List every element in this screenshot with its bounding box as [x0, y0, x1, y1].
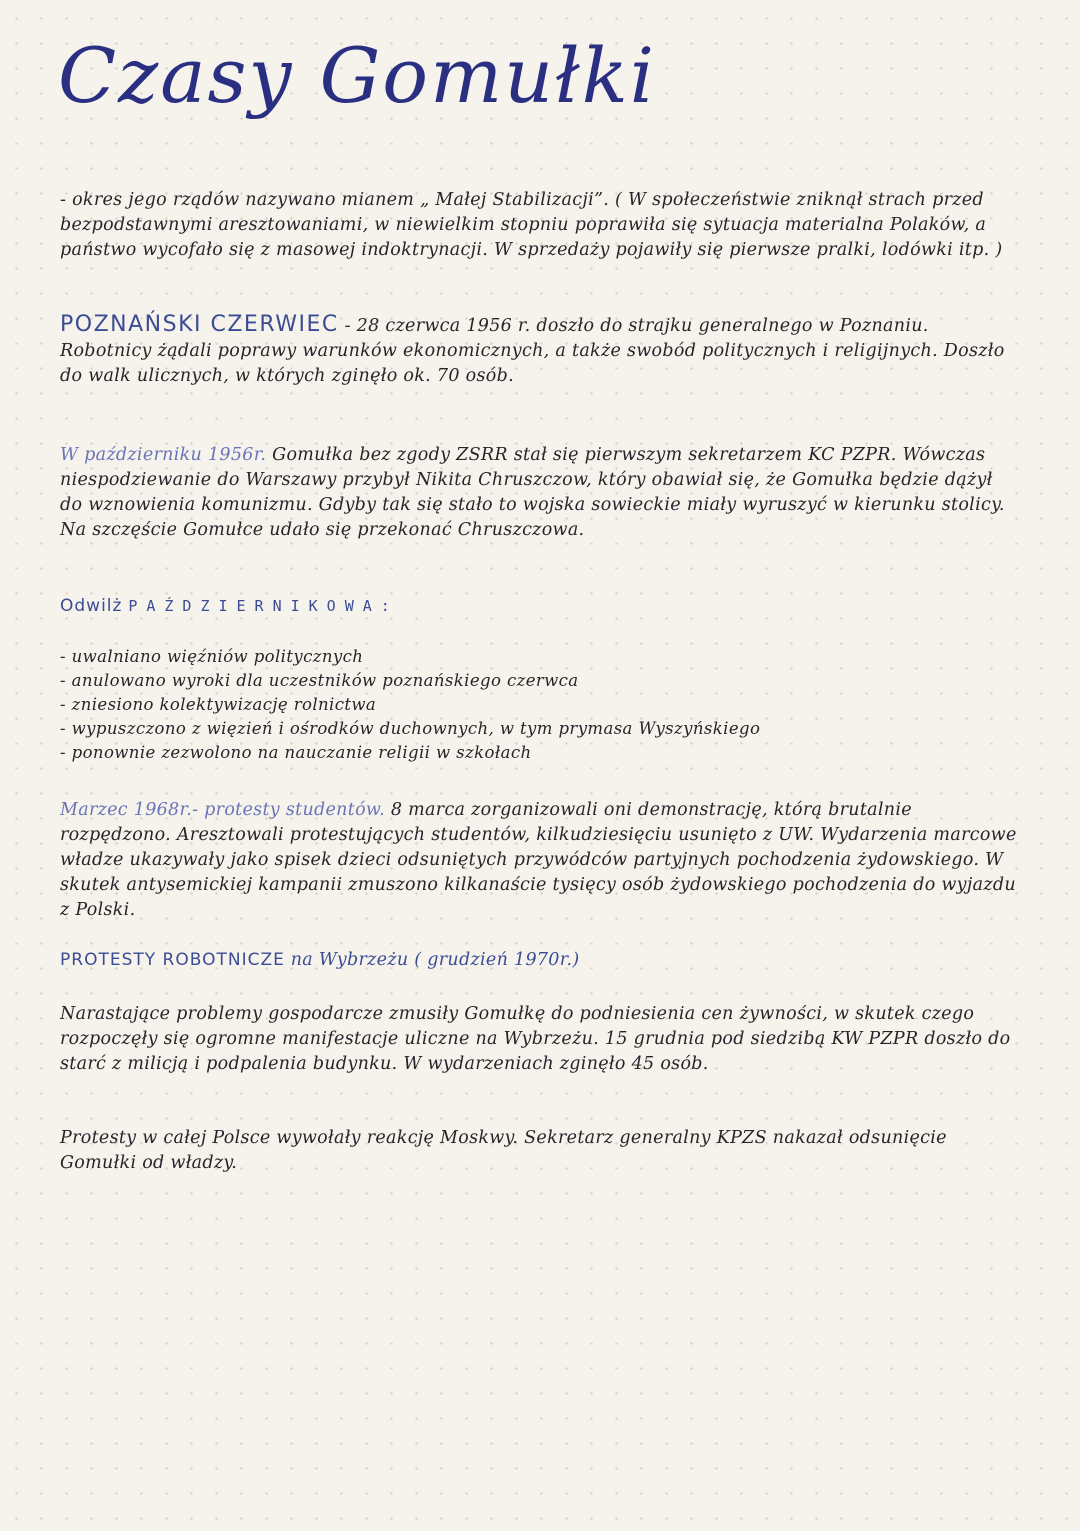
czerwiec-text: - 28 czerwca 1956 r. doszło do strajku generalnego w Poznaniu. Robotnicy żądali poprawy warunków ekonomicznych, a także swobód politycznych i religijnych. Doszło do walk ulicznych, w których zginęło ok. 70 osób.	[60, 316, 1005, 386]
odwilz-list	[60, 645, 960, 765]
section-marzec	[60, 798, 1020, 923]
odwilz-heading-a: Odwilż	[60, 596, 123, 616]
section-heading-poznanski-czerwiec: POZNAŃSKI CZERWIEC	[60, 312, 339, 337]
wybrzeze-heading-rest: na Wybrzeżu ( grudzień 1970r.)	[290, 950, 580, 970]
pazdziernik-lead: W październiku 1956r.	[60, 445, 267, 465]
list-item: - uwalniano więźniów politycznych	[60, 645, 960, 669]
page-title: Czasy Gomułki	[58, 31, 657, 120]
list-item: - anulowano wyroki dla uczestników poznańskiego czerwca	[60, 669, 960, 693]
list-item: - ponownie zezwolono na nauczanie religii w szkołach	[60, 741, 960, 765]
intro-paragraph: - okres jego rządów nazywano mianem „ Małej Stabilizacji”. ( W społeczeństwie zniknął strach przed bezpodstawnymi aresztowaniami, w niewielkim stopniu poprawiła się sytuacja materialna Polaków, a państwo wycofało się z masowej indoktrynacji. W sprzedaży pojawiły się pierwsze pralki, lodówki itp. )	[60, 190, 1003, 260]
wybrzeze-text: Narastające problemy gospodarcze zmusiły Gomułkę do podniesienia cen żywności, w skutek czego rozpoczęły się ogromne manifestacje uliczne na Wybrzeżu. 15 grudnia pod siedzibą KW PZPR doszło do starć z milicją i podpalenia budynku. W wydarzeniach zginęło 45 osób.	[60, 1004, 1011, 1074]
odwilz-heading	[60, 594, 1020, 619]
list-item: - wypuszczono z więzień i ośrodków duchownych, w tym prymasa Wyszyńskiego	[60, 717, 960, 741]
odwilz-heading-b: PAŹDZIERNIKOWA:	[128, 597, 399, 615]
final-paragraph: Protesty w całej Polsce wywołały reakcję Moskwy. Sekretarz generalny KPZS nakazał odsunięcie Gomułki od władzy.	[60, 1128, 947, 1173]
marzec-text: 8 marca zorganizowali oni demonstrację, którą brutalnie rozpędzono. Aresztowali protestujących studentów, kilkudziesięciu usunięto z UW. Wydarzenia marcowe władze ukazywały jako spisek dzieci odsuniętych przywódców partyjnych pochodzenia żydowskiego. W skutek antysemickiej kampanii zmuszono kilkanaście tysięcy osób żydowskiego pochodzenia do wyjazdu z Polski.	[60, 800, 1017, 920]
wybrzeze-heading	[60, 948, 1020, 973]
pazdziernik-text: Gomułka bez zgody ZSRR stał się pierwszym sekretarzem KC PZPR. Wówczas niespodziewanie do Warszawy przybył Nikita Chruszczow, który obawiał się, że Gomułka będzie dążył do wznowienia komunizmu. Gdyby tak się stało to wojska sowieckie miały wyruszyć w kierunku stolicy. Na szczęście Gomułce udało się przekonać Chruszczowa.	[60, 445, 1005, 540]
section-heading-protesty-robotnicze: PROTESTY ROBOTNICZE	[60, 950, 285, 970]
list-item: - zniesiono kolektywizację rolnictwa	[60, 693, 960, 717]
marzec-lead: Marzec 1968r.- protesty studentów.	[60, 800, 385, 820]
section-pazdziernik	[60, 443, 1020, 543]
section-poznan-czerwiec	[60, 312, 1020, 389]
